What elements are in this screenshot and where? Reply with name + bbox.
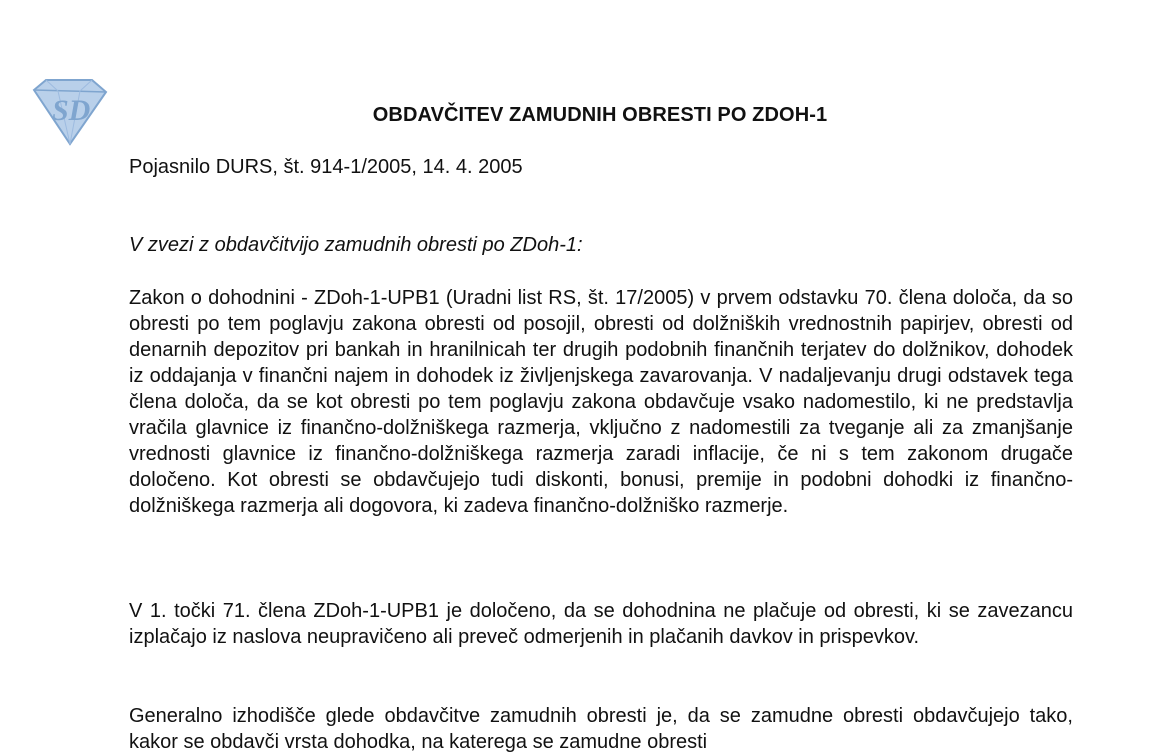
paragraph-1: Zakon o dohodnini - ZDoh-1-UPB1 (Uradni list RS, št. 17/2005) v prvem odstavku 70. člena določa, da so obresti po tem poglavju zakona obresti od posojil, obresti od dolžniških vrednostnih papirjev, obresti od denarnih depozitov pri bankah in hranilnicah ter drugih podobnih finančnih terjatev do dolžnikov, dohodek iz oddajanja v finančni najem in dohodek iz življenjskega zavarovanja. V nadaljevanju drugi odstavek tega člena določa, da se kot obresti po tem poglavju zakona obdavčuje vsako nadomestilo, ki ne predstavlja vračila glavnice iz finančno-dolžniškega razmerja, vključno z nadomestili za tveganje ali za zmanjšanje vrednosti glavnice iz finančno-dolžniškega razmerja zaradi inflacije, če ni s tem zakonom drugače določeno. Kot obresti se obdavčujejo tudi diskonti, bonusi, premije in podobni dohodki iz finančno-dolžniškega razmerja ali dogovora, ki zadeva finančno-dolžniško razmerje. [129, 287, 1073, 517]
document-title: OBDAVČITEV ZAMUDNIH OBRESTI PO ZDOH-1 [372, 104, 828, 126]
paragraph-2: V 1. točki 71. člena ZDoh-1-UPB1 je določeno, da se dohodnina ne plačuje od obresti, ki se zavezancu izplačajo iz naslova neupravičeno ali preveč odmerjenih in plačanih davkov in prispevkov. [129, 600, 1073, 648]
intro-line: V zvezi z obdavčitvijo zamudnih obresti po ZDoh-1: [129, 234, 583, 256]
document-reference: Pojasnilo DURS, št. 914-1/2005, 14. 4. 2005 [129, 156, 523, 178]
svg-text:SD: SD [52, 94, 91, 127]
paragraph-3: Generalno izhodišče glede obdavčitve zamudnih obresti je, da se zamudne obresti obdavčujejo tako, kakor se obdavči vrsta dohodka, na katerega se zamudne obresti [129, 705, 1073, 753]
